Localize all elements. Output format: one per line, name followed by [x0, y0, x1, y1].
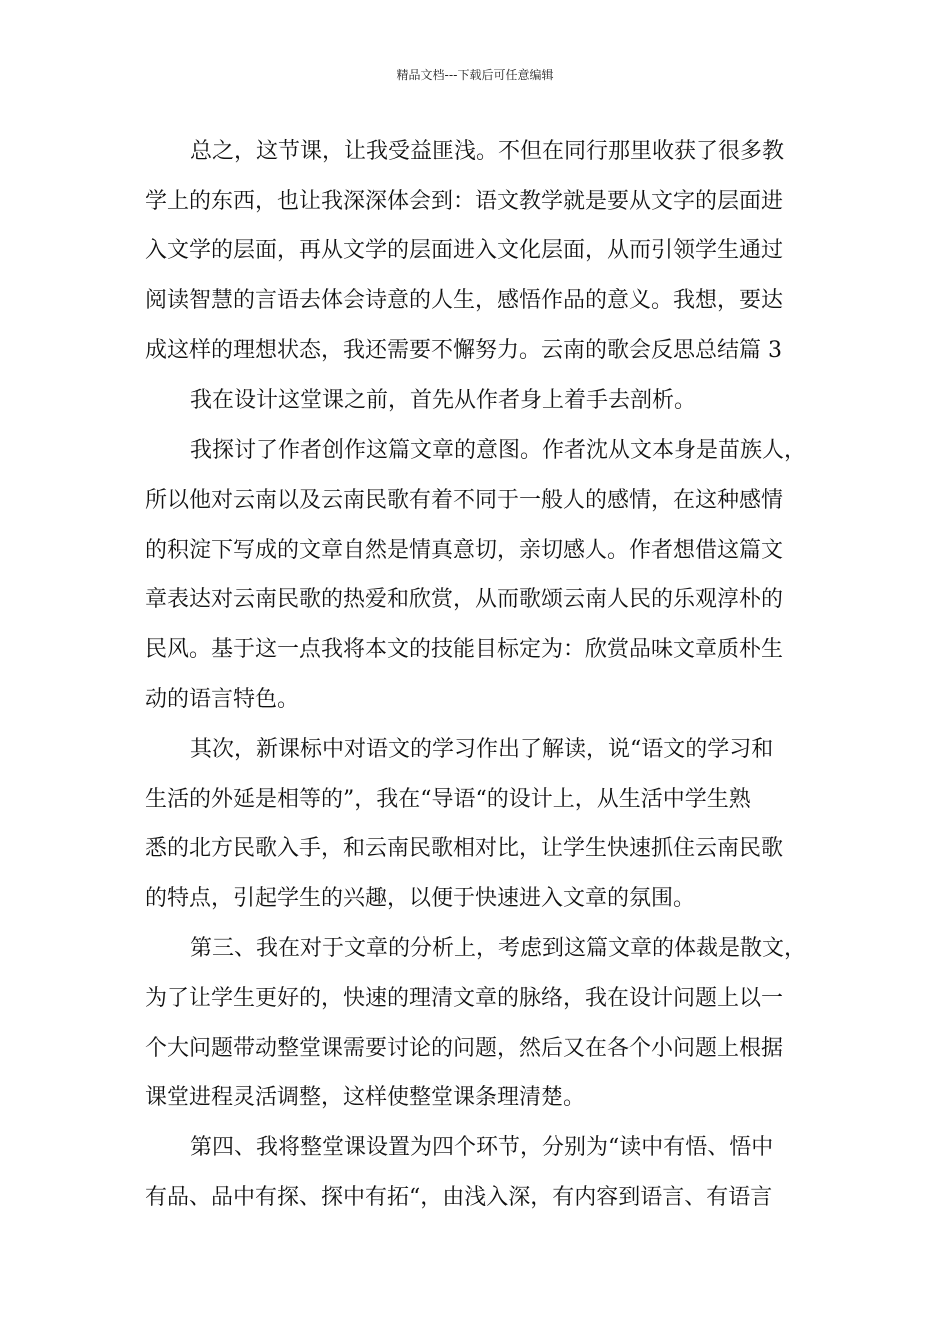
text-line: 民风。基于这一点我将本文的技能目标定为：欣赏品味文章质朴生 [145, 637, 784, 662]
text-line: 第三、我在对于文章的分析上，考虑到这篇文章的体裁是散文， [190, 936, 807, 961]
text-line: 第四、我将整堂课设置为四个环节，分别为“读中有悟、悟中 [190, 1135, 774, 1160]
text-line: 成这样的理想状态，我还需要不懈努力。云南的歌会反思总结篇 3 [145, 338, 782, 363]
text-line: 个大问题带动整堂课需要讨论的问题，然后又在各个小问题上根据 [145, 1036, 784, 1061]
text-line: 我探讨了作者创作这篇文章的意图。作者沈从文本身是苗族人， [190, 438, 807, 463]
text-line: 有品、品中有探、探中有拓“，由浅入深，有内容到语言、有语言 [145, 1185, 773, 1210]
text-line: 阅读智慧的言语去体会诗意的人生，感悟作品的意义。我想，要达 [145, 288, 784, 313]
text-line: 章表达对云南民歌的热爱和欣赏，从而歌颂云南人民的乐观淳朴的 [145, 587, 784, 612]
text-line: 总之，这节课，让我受益匪浅。不但在同行那里收获了很多教 [190, 139, 785, 164]
text-line: 学上的东西，也让我深深体会到：语文教学就是要从文字的层面进 [145, 189, 784, 214]
text-line: 我在设计这堂课之前，首先从作者身上着手去剖析。 [190, 388, 697, 413]
text-line: 其次，新课标中对语文的学习作出了解读，说“语文的学习和 [190, 737, 774, 762]
text-line: 课堂进程灵活调整，这样使整堂课条理清楚。 [145, 1085, 586, 1110]
text-line: 为了让学生更好的，快速的理清文章的脉络，我在设计问题上以一 [145, 986, 784, 1011]
text-line: 入文学的层面，再从文学的层面进入文化层面，从而引领学生通过 [145, 238, 784, 263]
text-line: 动的语言特色。 [145, 687, 300, 712]
text-line: 悉的北方民歌入手，和云南民歌相对比，让学生快速抓住云南民歌 [145, 836, 784, 861]
page-header: 精品文档---下载后可任意编辑 [396, 68, 554, 82]
text-line: 的特点，引起学生的兴趣，以便于快速进入文章的氛围。 [145, 886, 696, 911]
text-line: 的积淀下写成的文章自然是情真意切，亲切感人。作者想借这篇文 [145, 538, 784, 563]
text-line: 生活的外延是相等的”，我在“导语“的设计上，从生活中学生熟 [145, 787, 751, 812]
text-line: 所以他对云南以及云南民歌有着不同于一般人的感情，在这种感情 [145, 488, 784, 513]
